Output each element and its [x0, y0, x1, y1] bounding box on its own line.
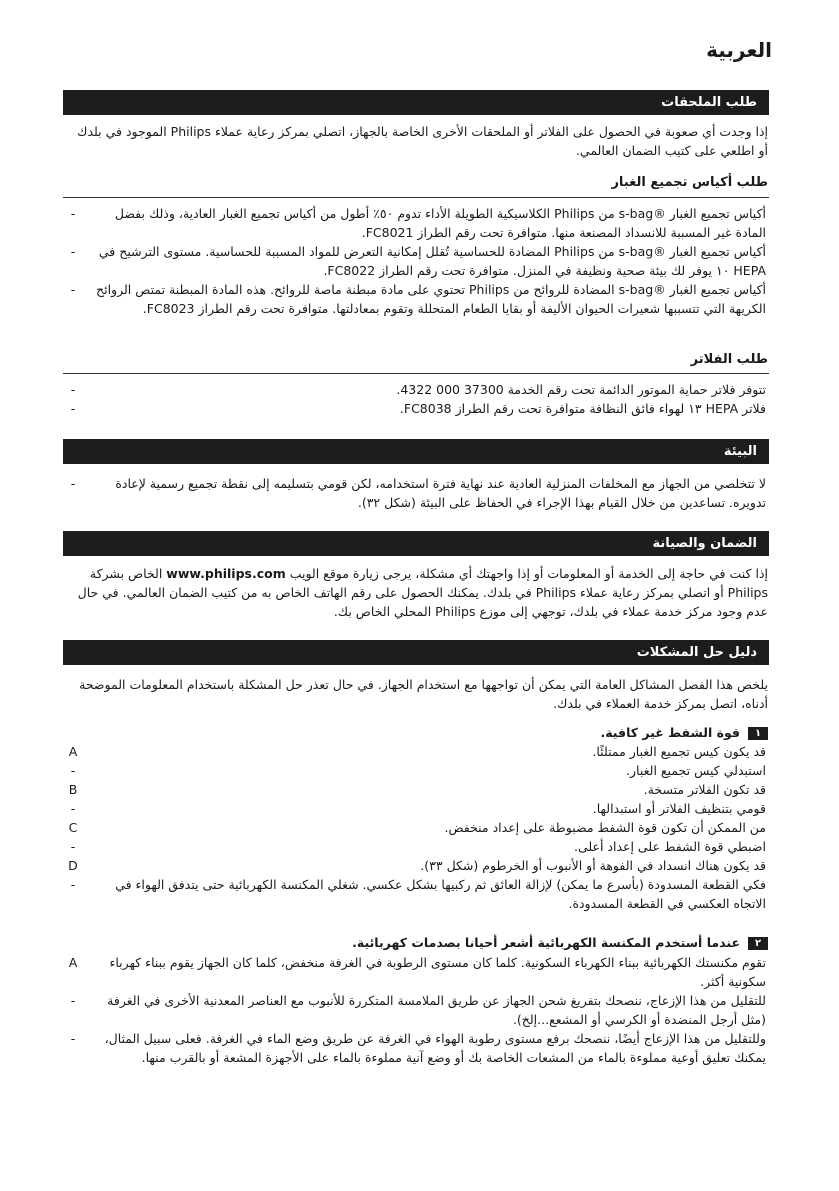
problem-1-list — [66, 742, 768, 913]
list-item: A قد يكون كيس تجميع الغبار ممتلئًا. — [68, 744, 766, 759]
list-item: A تقوم مكنستك الكهربائية ببناء الكهرباء السكونية. كلما كان مستوى الرطوبة في الغرفة منخفض، كلما كان الجهاز يقوم ببناء كهرباء سكونية أكثر. — [68, 955, 766, 989]
list-item: - تتوفر فلاتر حماية الموتور الدائمة تحت رقم الخدمة 37300 000 4322. — [70, 382, 766, 397]
list-item: - للتقليل من هذا الإزعاج، ننصحك بتفريغ شحن الجهاز عن طريق الملامسة المتكررة للأنبوب مع العناصر المعدنية الأخرى في الغرفة (مثل أرجل المنضدة أو الكرسي أو المشعع...إلخ). — [70, 993, 766, 1027]
list-item: - أكياس تجميع الغبار ®s-bag المضادة للروائح من Philips تحتوي على مادة مبطنة ماصة للروائح. هذه المادة المبطنة تمتص الروائح الكريهة التي تتسببها شعيرات الحيوان الأليفة أو بقايا الطعام المتحللة وتقوم بمعادلتها. متوافرة تحت رقم الطراز FC8023. — [70, 282, 766, 316]
list-item: - اضبطي قوة الشفط على إعداد أعلى. — [70, 839, 766, 854]
environment-list — [66, 474, 768, 512]
section-header-troubleshooting: دليل حل المشكلات — [63, 640, 769, 665]
dust-bags-list — [66, 204, 768, 318]
list-item: - استبدلي كيس تجميع الغبار. — [70, 763, 766, 778]
filters-list — [66, 380, 768, 418]
divider — [63, 373, 769, 374]
divider — [63, 197, 769, 198]
list-item: B قد تكون الفلاتر متسخة. — [68, 782, 766, 797]
problem-1-heading: ١قوة الشفط غير كافية. — [600, 723, 768, 742]
list-item: - لا تتخلصي من الجهاز مع المخلفات المنزلية العادية عند نهاية فترة استخدامه، لكن قومي بتسليمه إلى نقطة تجميع رسمية لإعادة تدويره. تساعدين من خلال القيام بهذا الإجراء في الحفاظ على البيئة (شكل ٣٢). — [70, 476, 766, 510]
subheading-dust-bags: طلب أكياس تجميع الغبار — [611, 175, 768, 190]
list-item: C من الممكن أن تكون قوة الشفط مضبوطة على إعداد منخفض. — [68, 820, 766, 835]
section-header-environment: البيئة — [63, 439, 769, 464]
list-item: - فكي القطعة المسدودة (بأسرع ما يمكن) لإزالة العائق ثم ركبيها بشكل عكسي. شغلي المكنسة الكهربائية حتى يتدفق الهواء في الاتجاه العكسي في القطعة المسدودة. — [70, 877, 766, 911]
list-item: - فلاتر HEPA ١٣ لهواء فائق النظافة متوافرة تحت رقم الطراز FC8038. — [70, 401, 766, 416]
list-item: - أكياس تجميع الغبار ®s-bag من Philips الكلاسيكية الطويلة الأداء تدوم ٥٠٪ أطول من أكياس تجميع الغبار العادية، وذلك بفضل المادة غير المسببة للانسداد المصنعة منها. متوافرة تحت رقم الطراز FC8021. — [70, 206, 766, 240]
section-header-guarantee: الضمان والصيانة — [63, 531, 769, 556]
guarantee-body: إذا كنت في حاجة إلى الخدمة أو المعلومات أو إذا واجهتك أي مشكلة، يرجى زيارة موقع الويب www.philips.com الخاص بشركة Philips أو اتصلي بمركز رعاية عملاء Philips في بلدك. يمكنك الحصول على رقم الهاتف الخاص به من كتيب الضمان العالمي. في حال عدم وجود مركز خدمة عملاء في بلدك، توجهي إلى موزع Philips المحلي الخاص بك. — [77, 566, 768, 619]
list-item: - أكياس تجميع الغبار ®s-bag من Philips المضادة للحساسية تُقلل إمكانية التعرض للمواد المسببة للحساسية. مستوى الترشيح في HEPA ١٠ يوفر لك بيئة صحية ونظيفة في المنزل. متوافرة تحت رقم الطراز FC8022. — [70, 244, 766, 278]
problem-2-heading: ٢عندما أستخدم المكنسة الكهربائية أشعر أحيانا بصدمات كهربائية. — [352, 933, 768, 952]
troubleshooting-intro: يلخص هذا الفصل المشاكل العامة التي يمكن أن تواجهها مع استخدام الجهاز. في حال تعذر حل المشكلة باستخدام المعلومات الموضحة أدناه، اتصل بمركز خدمة العملاء في بلدك. — [79, 677, 768, 711]
accessories-body: إذا وجدت أي صعوبة في الحصول على الفلاتر أو الملحقات الأخرى الخاصة بالجهاز، اتصلي بمركز رعاية عملاء Philips الموجود في بلدك أو اطلعي على كتيب الضمان العالمي. — [77, 124, 768, 158]
language-title: العربية — [706, 38, 772, 62]
list-item: - قومي بتنظيف الفلاتر أو استبدالها. — [70, 801, 766, 816]
problem-number-badge: ١ — [748, 727, 768, 740]
list-item: - وللتقليل من هذا الإزعاج أيضًا، ننصحك برفع مستوى رطوبة الهواء في الغرفة عن طريق وضع الماء في الغرفة. فعلى سبيل المثال، يمكنك تعليق أوعية مملوءة بالماء من المشعات الخاصة بك أو وضع آنية مملوءة بالماء على الأجهزة المشعة أو بالقرب منها. — [70, 1031, 766, 1065]
list-item: D قد يكون هناك انسداد في الفوهة أو الأنبوب أو الخرطوم (شكل ٣٣). — [68, 858, 766, 873]
section-header-accessories: طلب الملحقات — [63, 90, 769, 115]
problem-number-badge: ٢ — [748, 937, 768, 950]
problem-2-list — [66, 953, 768, 1067]
website-link[interactable]: www.philips.com — [166, 566, 286, 581]
subheading-filters: طلب الفلاتر — [690, 352, 768, 367]
